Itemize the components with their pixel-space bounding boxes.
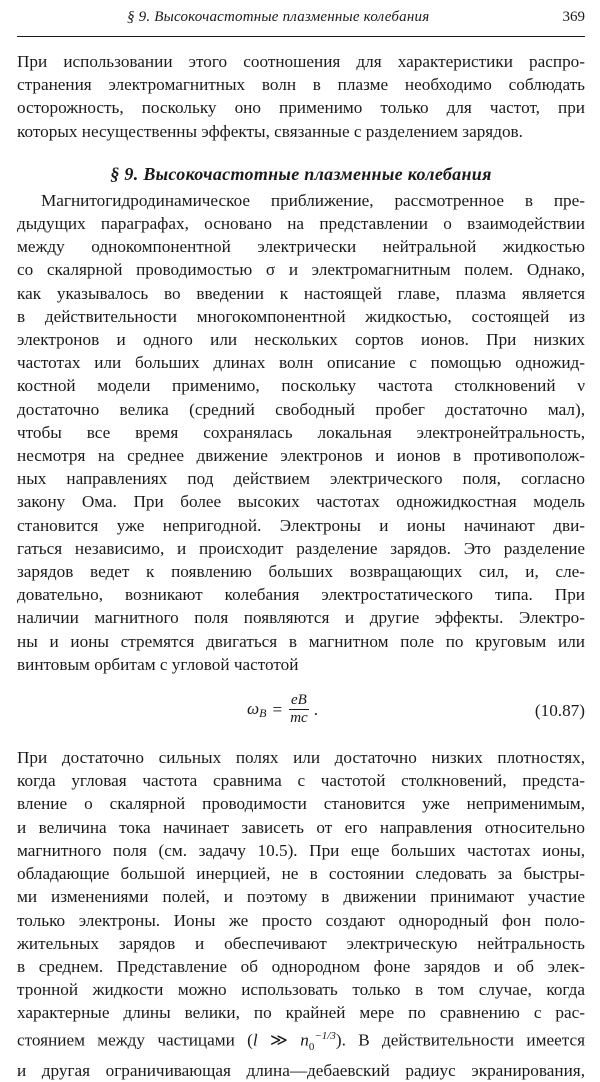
text-line: как указывалось во введении к настоящей главе, плазма является [17, 283, 585, 303]
text-line: вление о скалярной проводимости становится уже неприменимым, [17, 794, 585, 814]
equals-sign: = [272, 699, 283, 719]
text-line: осторожность, поскольку оно применимо только для частот, при [17, 98, 585, 118]
text-line: тронной жидкости можно использовать только в том случае, когда [17, 980, 585, 1000]
equation-body [247, 692, 318, 727]
intro-paragraph [17, 50, 585, 143]
text-line: чтобы все время сохранялась локальная электронейтральность, [17, 422, 585, 442]
text-line: закону Ома. При более высоких частотах одножидкостная модель [17, 492, 585, 512]
text-line: При достаточно сильных полях или достаточно низких плотностях, [17, 748, 585, 768]
text-line: дыдущих параграфах, основано на представлении о взаимодействии [17, 214, 585, 234]
fraction [288, 692, 310, 727]
text-line: частотах или больших длинах волн описание с помощью одножид- [17, 353, 585, 373]
paragraph-2 [17, 746, 585, 1082]
text-line: наличии магнитного поля появляются и другие эффекты. Электро- [17, 608, 585, 628]
text-line: несмотря на среднее движение электронов и ионов в противополож- [17, 446, 585, 466]
paragraph-1 [17, 189, 585, 676]
section-heading: § 9. Высокочастотные плазменные колебания [110, 163, 492, 184]
text-line: винтовым орбитам с угловой частотой [17, 654, 299, 674]
text-line: достаточно велика (средний свободный пробег достаточно мал), [17, 399, 585, 419]
text-line: обладающие большой инерцией, не в состоянии следовать за быстры- [17, 864, 585, 884]
page-number: 369 [562, 9, 585, 25]
text-line: только электроны. Ионы же просто создают однородный фон поло- [17, 910, 585, 930]
text-line: странения электромагнитных волн в плазме необходимо соблюдать [17, 75, 585, 95]
equation-period: . [313, 699, 318, 719]
text-line: характерные длины велики, по крайней мере по сравнению с рас- [17, 1003, 585, 1023]
text-line: когда угловая частота сравнима с частотой столкновений, предста- [17, 771, 585, 791]
text-line: которых несущественны эффекты, связанные с разделением зарядов. [17, 121, 523, 141]
text-line: и другая ограничивающая длина—дебаевский радиус экранирования, [17, 1060, 585, 1080]
text-line: между однокомпонентной электрически нейтральной жидкостью [17, 237, 585, 257]
equation-lhs: $\omega_B$ [247, 698, 267, 720]
text-line: и величина тока начинает зависеть от его направления относительно [17, 817, 585, 837]
text-line: ны и ионы стремятся двигаться в магнитном поле по круговым или [17, 631, 585, 651]
equation-10-87 [17, 680, 585, 740]
text-line: со скалярной проводимостью σ и электромагнитным полем. Однако, [17, 260, 585, 280]
text-line: жительных зарядов и обеспечивают электрическую нейтральность [17, 933, 585, 953]
text-line: гаться независимо, и происходит разделение зарядов. Это разделение [17, 538, 585, 558]
running-title: § 9. Высокочастотные плазменные колебания [127, 9, 430, 25]
text-line: в действительности многокомпонентной жидкостью, состоящей из [17, 306, 585, 326]
text-line-with-math: стоянием между частицами (l ≫ $n_0^{-1/3}$). В действительности имеется [17, 1029, 585, 1053]
text-line: ми изменениями полей, и поэтому в движении принимают участие [17, 887, 585, 907]
text-line: ных направлениях под действием электрического поля, согласно [17, 469, 585, 489]
text-line: становится уже непригодной. Электроны и ионы начинают дви- [17, 515, 585, 535]
fraction-denominator: mc [290, 710, 308, 727]
text-line: магнитного поля (см. задачу 10.5). При еще больших частотах ионы, [17, 840, 585, 860]
equation-number: (10.87) [534, 701, 585, 721]
fraction-numerator: eB [291, 692, 307, 709]
text-line: довательно, возникают колебания электростатического типа. При [17, 585, 585, 605]
text-line: При использовании этого соотношения для характеристики распро- [17, 52, 585, 71]
running-head [17, 0, 585, 37]
text-line: Магнитогидродинамическое приближение, рассмотренное в пре- [41, 190, 585, 210]
text-line: в среднем. Представление об однородном фоне зарядов и об элек- [17, 956, 585, 976]
book-page [17, 0, 585, 1082]
text-line: костной модели применимо, поскольку частота столкновений ν [17, 376, 585, 396]
text-line: электронов и одного или нескольких сортов ионов. При низких [17, 330, 585, 350]
text-line: зарядов ведет к появлению больших возвращающих сил, и, сле- [17, 562, 585, 582]
